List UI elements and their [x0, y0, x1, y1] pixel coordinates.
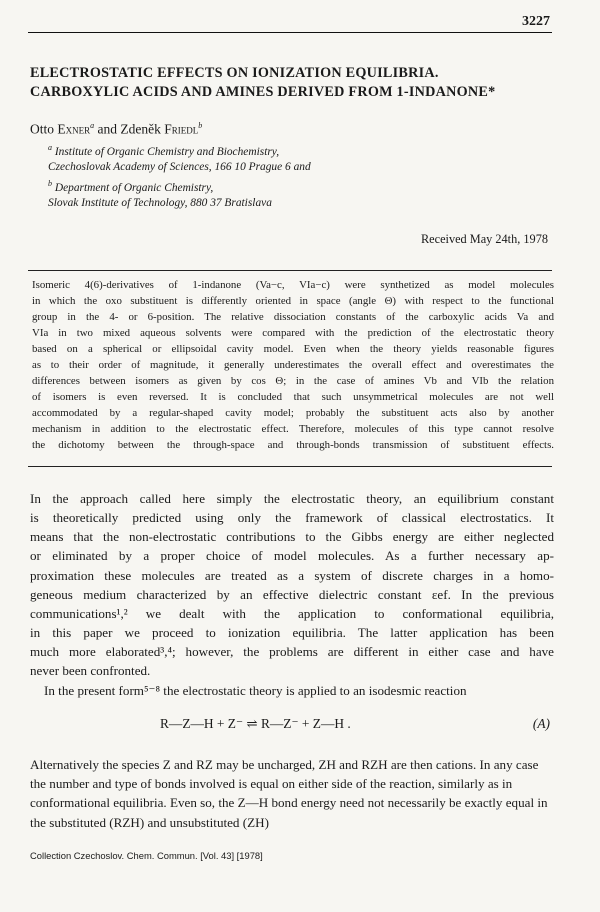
body-line: In the approach called here simply the electrostatic theory, an equilibrium constant: [30, 491, 554, 506]
affiliation-line: $^a$ Institute of Organic Chemistry and Biochemistry,: [48, 143, 280, 158]
abstract: [32, 277, 554, 454]
abstract-line: differences between isomers as given by cos Θ; in the case of amines Vb and VIb the relation: [32, 375, 554, 388]
author-first-name: Otto: [30, 121, 55, 137]
body-line: communications¹,² we dealt with the application to conformational equilibria,: [30, 605, 554, 621]
abstract-line: mechanism in addition to the electrostatic effect. Therefore, molecules of this type cannot resolve: [32, 423, 554, 436]
affiliation-line: $^b$ Department of Organic Chemistry,: [48, 178, 214, 194]
equation-number: (A): [532, 716, 550, 731]
paper-title: [30, 64, 570, 102]
header-rule: [28, 32, 552, 33]
author-conjunction: and: [97, 121, 118, 137]
body-line: in this paper we proceed to ionization equilibria. The latter application has been: [30, 625, 554, 641]
body-line: need not necessarily be exactly equal in the substituted (RZH) and unsubstituted (ZH): [30, 795, 548, 830]
abstract-line: as to their order of magnitude, it generally underestimates the overall effect and overestimates the: [32, 359, 554, 372]
affiliation-line: Czechoslovak Academy of Sciences, 166 10 Prague 6 and: [48, 161, 311, 174]
abstract-line: group in the 4- or 6-position. The relative dissociation constants of the carboxylic acids Va and: [32, 311, 554, 324]
body-line: means that the non-electrostatic contributions to the Gibbs energy are either neglected: [30, 529, 554, 545]
page-number: 3227: [522, 14, 550, 29]
body-paragraph-start: In the present form⁵⁻⁸ the electrostatic theory is applied to an isodesmic reaction: [44, 682, 467, 698]
abstract-line: Isomeric 4(6)-derivatives of 1-indanone (Va−c, VIa−c) were synthetized as model molecules: [32, 279, 554, 291]
body-line: much more elaborated³,⁴; however, the problems are different in either case and have: [30, 644, 554, 660]
received-date: Received May 24th, 1978: [420, 232, 548, 246]
abstract-line: based on a spherical or ellipsoidal cavity model. Even when the theory yields reasonable figures: [32, 343, 554, 356]
body-text-continued: [30, 755, 554, 832]
affiliation-line: Slovak Institute of Technology, 880 37 Bratislava: [48, 197, 272, 210]
abstract-line: accommodated by a regular-shaped cavity model; probably the substituent acts also by another: [32, 407, 554, 420]
author-first-name: Zdeněk: [120, 121, 161, 137]
authors: [30, 121, 202, 138]
affiliations: [48, 140, 311, 212]
abstract-line: the dichotomy between the through-space and through-bonds transmission of substituent effects.: [32, 439, 554, 452]
author-last-name: Exner: [57, 121, 91, 137]
abstract-rule-bottom: [28, 466, 552, 467]
abstract-rule-top: [28, 270, 552, 271]
author-affil-mark: a: [90, 121, 95, 130]
body-line: proximation these molecules are treated as a system of discrete charges in a homo-: [30, 567, 554, 583]
body-line: is theoretically predicted using only the framework of classical electrostatics. It: [30, 510, 554, 526]
journal-footer: Collection Czechoslov. Chem. Commun. [Vol. 43] [1978]: [30, 850, 263, 861]
title-line: CARBOXYLIC ACIDS AND AMINES DERIVED FROM 1-INDANONE*: [30, 84, 496, 100]
abstract-line: VIa in two mixed aqueous solvents were compared with the prediction of the electrostatic theory: [32, 327, 554, 340]
body-text: [30, 489, 554, 700]
body-line: or eliminated by a proper choice of model molecules. As a further necessary ap-: [30, 548, 554, 564]
body-line: geneous medium characterized by an effective dielectric constant εef. In the previous: [30, 586, 554, 602]
body-line: In any case the number and type of bonds involved is equal on either side of the: [30, 757, 539, 792]
title-line: ELECTROSTATIC EFFECTS ON IONIZATION EQUILIBRIA.: [30, 65, 439, 81]
body-line: Alternatively the species Z and RZ may be uncharged, ZH and RZH are then cations.: [30, 757, 477, 772]
equation-text: R—Z—H + Z⁻ ⇌ R—Z⁻ + Z—H .: [160, 716, 351, 731]
abstract-line: in which the oxo substituent is differently oriented in space (angle Θ) with respect to the functional: [32, 295, 554, 308]
author-affil-mark: b: [198, 121, 203, 130]
body-line: reaction, similarly as in conformational equilibria. Even so, the Z—H bond energy: [30, 776, 513, 811]
author-last-name: Friedl: [164, 121, 199, 137]
body-line: never been confronted.: [30, 663, 151, 679]
abstract-line: of isomers is even reversed. It is concluded that such unsymmetrical molecules are not well: [32, 391, 554, 404]
